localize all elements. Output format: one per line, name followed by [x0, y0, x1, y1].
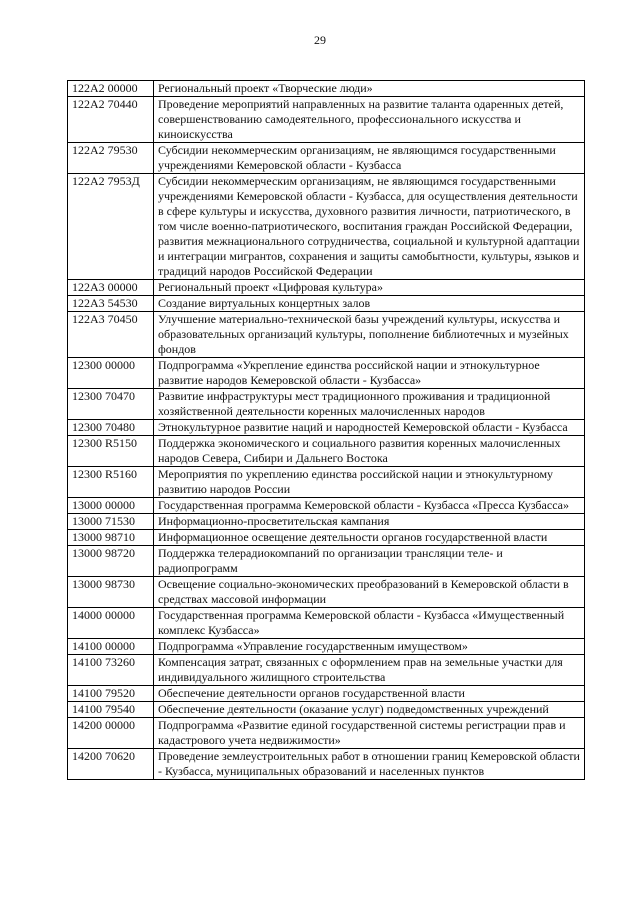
page-number: 29	[314, 33, 326, 47]
budget-code-table	[67, 80, 585, 780]
row-description: Улучшение материально-технической базы учреждений культуры, искусства и образовательных организаций культуры, пополнение библиотечных и музейных фондов	[154, 312, 585, 358]
table-row	[68, 436, 585, 467]
table-row	[68, 686, 585, 702]
table-body	[68, 81, 585, 780]
table-row	[68, 312, 585, 358]
table-row	[68, 514, 585, 530]
row-code: 122A2 79530	[68, 143, 154, 174]
table-row	[68, 718, 585, 749]
table-row	[68, 358, 585, 389]
row-description: Подпрограмма «Развитие единой государственной системы регистрации прав и кадастрового учета недвижимости»	[154, 718, 585, 749]
row-code: 14200 70620	[68, 749, 154, 780]
row-code: 14100 73260	[68, 655, 154, 686]
row-description: Поддержка экономического и социального развития коренных малочисленных народов Севера, Сибири и Дальнего Востока	[154, 436, 585, 467]
row-code: 13000 00000	[68, 498, 154, 514]
row-description: Обеспечение деятельности (оказание услуг) подведомственных учреждений	[154, 702, 585, 718]
table-row	[68, 389, 585, 420]
row-code: 12300 70470	[68, 389, 154, 420]
table-row	[68, 608, 585, 639]
row-description: Информационно-просветительская кампания	[154, 514, 585, 530]
row-description: Компенсация затрат, связанных с оформлением прав на земельные участки для индивидуального жилищного строительства	[154, 655, 585, 686]
row-code: 12300 00000	[68, 358, 154, 389]
table-row	[68, 296, 585, 312]
row-code: 12300 R5150	[68, 436, 154, 467]
row-description: Проведение землеустроительных работ в отношении границ Кемеровской области - Кузбасса, муниципальных образований и населенных пунктов	[154, 749, 585, 780]
table-row	[68, 143, 585, 174]
row-description: Государственная программа Кемеровской области - Кузбасса «Имущественный комплекс Кузбасса»	[154, 608, 585, 639]
table-row	[68, 498, 585, 514]
table-row	[68, 749, 585, 780]
row-code: 12300 70480	[68, 420, 154, 436]
row-code: 122A2 70440	[68, 97, 154, 143]
table-row	[68, 97, 585, 143]
row-description: Региональный проект «Творческие люди»	[154, 81, 585, 97]
row-code: 13000 98710	[68, 530, 154, 546]
row-description: Освещение социально-экономических преобразований в Кемеровской области в средствах массовой информации	[154, 577, 585, 608]
table-row	[68, 280, 585, 296]
row-description: Обеспечение деятельности органов государственной власти	[154, 686, 585, 702]
table-row	[68, 546, 585, 577]
row-description: Мероприятия по укреплению единства российской нации и этнокультурному развитию народов России	[154, 467, 585, 498]
row-code: 14200 00000	[68, 718, 154, 749]
row-code: 14100 00000	[68, 639, 154, 655]
row-code: 13000 71530	[68, 514, 154, 530]
row-code: 122A2 00000	[68, 81, 154, 97]
row-code: 122A3 54530	[68, 296, 154, 312]
table-row	[68, 702, 585, 718]
row-code: 12300 R5160	[68, 467, 154, 498]
row-code: 13000 98730	[68, 577, 154, 608]
table-row	[68, 577, 585, 608]
row-description: Субсидии некоммерческим организациям, не являющимся государственными учреждениями Кемеровской области - Кузбасса, для осуществления деятельности в сфере культуры и искусства, духовного развития личности, патриотического, в том числе военно-патриотического, воспитания граждан Российской Федерации, развития межнационального сотрудничества, социальной и культурной адаптации и интеграции мигрантов, сохранения и защиты самобытности, культуры, языков и традиций народов Российской Федерации	[154, 174, 585, 280]
row-description: Государственная программа Кемеровской области - Кузбасса «Пресса Кузбасса»	[154, 498, 585, 514]
row-description: Субсидии некоммерческим организациям, не являющимся государственными учреждениями Кемеровской области - Кузбасса	[154, 143, 585, 174]
table-row	[68, 530, 585, 546]
row-code: 122A3 70450	[68, 312, 154, 358]
table-row	[68, 467, 585, 498]
row-description: Информационное освещение деятельности органов государственной власти	[154, 530, 585, 546]
row-description: Региональный проект «Цифровая культура»	[154, 280, 585, 296]
row-code: 122A3 00000	[68, 280, 154, 296]
table-row	[68, 655, 585, 686]
row-description: Этнокультурное развитие наций и народностей Кемеровской области - Кузбасса	[154, 420, 585, 436]
row-code: 122A2 7953Д	[68, 174, 154, 280]
row-description: Подпрограмма «Укрепление единства российской нации и этнокультурное развитие народов Кемеровской области - Кузбасса»	[154, 358, 585, 389]
row-description: Поддержка телерадиокомпаний по организации трансляции теле- и радиопрограмм	[154, 546, 585, 577]
row-description: Проведение мероприятий направленных на развитие таланта одаренных детей, совершенствованию самодеятельного, профессионального искусства и киноискусства	[154, 97, 585, 143]
row-code: 14000 00000	[68, 608, 154, 639]
row-code: 13000 98720	[68, 546, 154, 577]
table-row	[68, 420, 585, 436]
table-row	[68, 174, 585, 280]
row-description: Развитие инфраструктуры мест традиционного проживания и традиционной хозяйственной деятельности коренных малочисленных народов	[154, 389, 585, 420]
row-code: 14100 79540	[68, 702, 154, 718]
table-row	[68, 81, 585, 97]
row-code: 14100 79520	[68, 686, 154, 702]
row-description: Создание виртуальных концертных залов	[154, 296, 585, 312]
row-description: Подпрограмма «Управление государственным имуществом»	[154, 639, 585, 655]
table-row	[68, 639, 585, 655]
